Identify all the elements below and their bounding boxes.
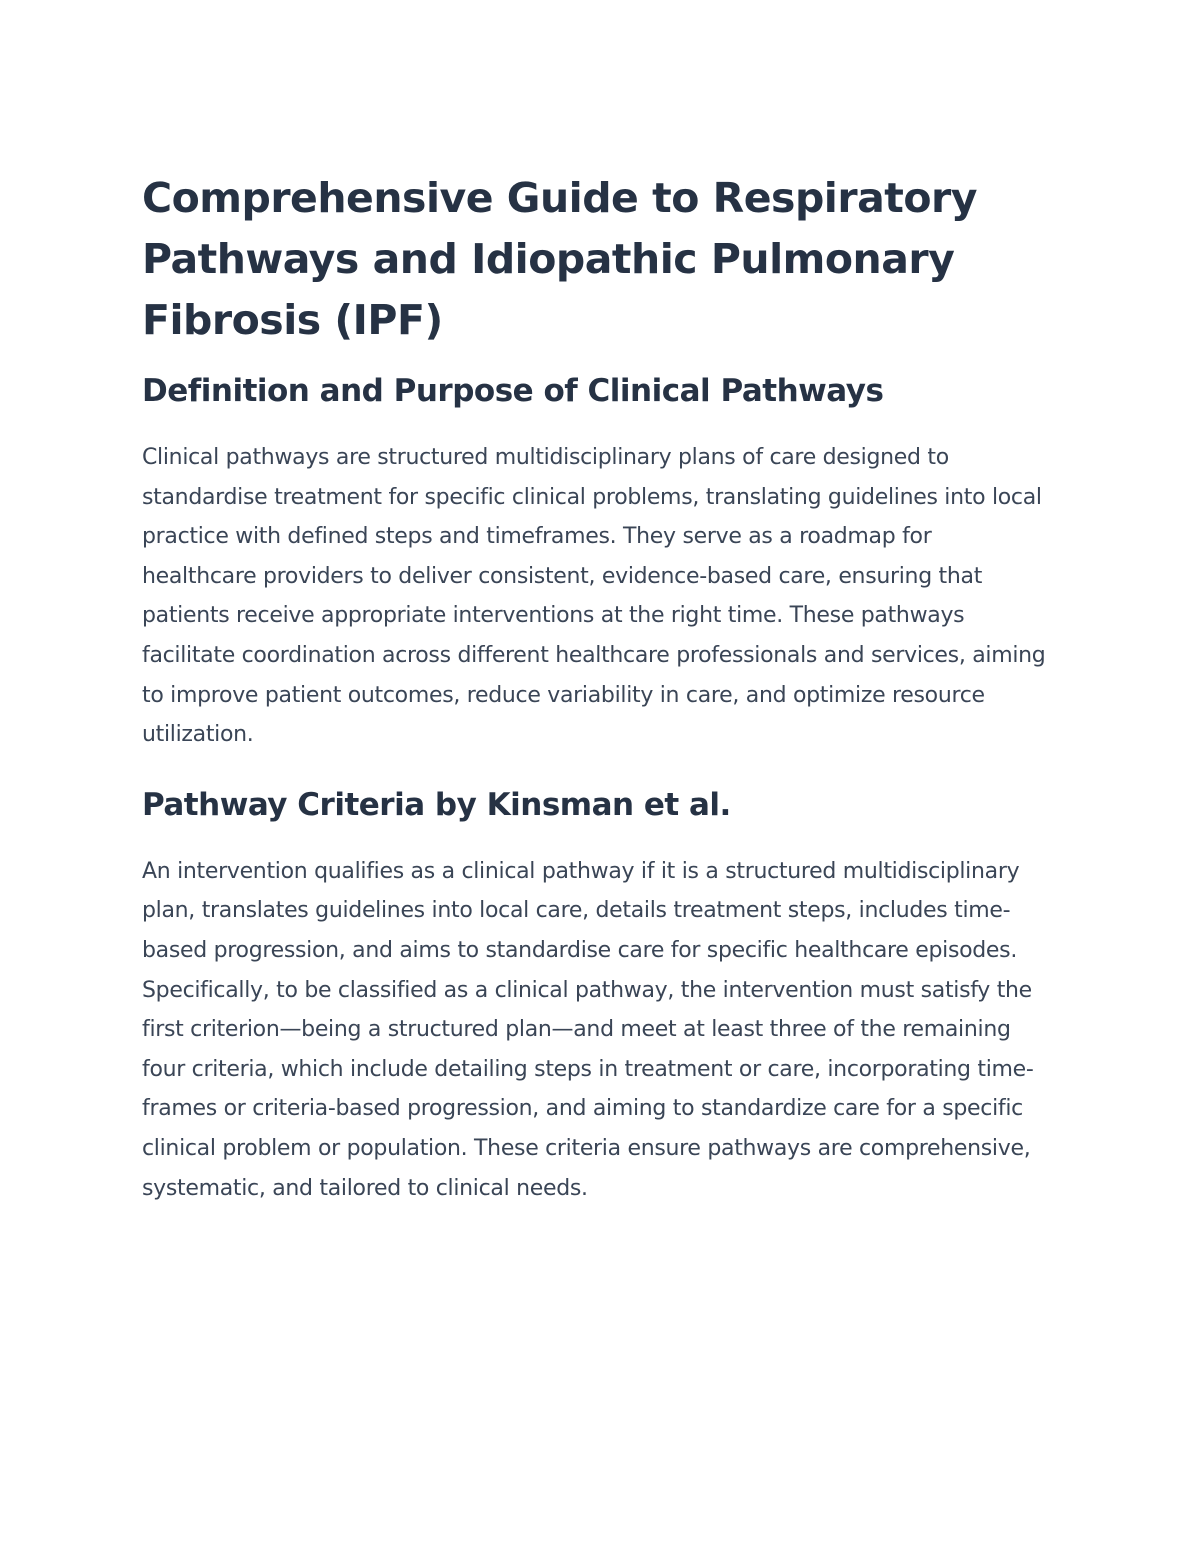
section-body-criteria: An intervention qualifies as a clinical pathway if it is a structured multidisciplinary plan, translates guidelines into local care, details treatment steps, includes time-based progression, and aims to standardise care for specific healthcare episodes. Specifically, to be classified as a clinical pathway, the intervention must satisfy the first criterion—being a structured plan—and meet at least three of the remaining four criteria, which include detailing steps in treatment or care, incorporating time-frames or criteria-based progression, and aiming to standardize care for a specific clinical problem or population. These criteria ensure pathways are comprehensive, systematic, and tailored to clinical needs.	[142, 858, 1034, 1201]
section-definition-purpose	[142, 370, 1047, 755]
section-heading-criteria: Pathway Criteria by Kinsman et al.	[142, 786, 731, 823]
section-heading-definition: Definition and Purpose of Clinical Pathways	[142, 373, 884, 409]
document-page	[142, 168, 1047, 1208]
section-body-definition: Clinical pathways are structured multidisciplinary plans of care designed to standardise treatment for specific clinical problems, translating guidelines into local practice with defined steps and timeframes. They serve as a roadmap for healthcare providers to deliver consistent, evidence-based care, ensuring that patients receive appropriate interventions at the right time. These pathways facilitate coordination across different healthcare professionals and services, aiming to improve patient outcomes, reduce variability in care, and optimize resource utilization.	[142, 445, 1046, 748]
document-title: Comprehensive Guide to Respiratory Pathways and Idiopathic Pulmonary Fibrosis (IPF)	[142, 174, 977, 344]
section-pathway-criteria	[142, 784, 1047, 1208]
